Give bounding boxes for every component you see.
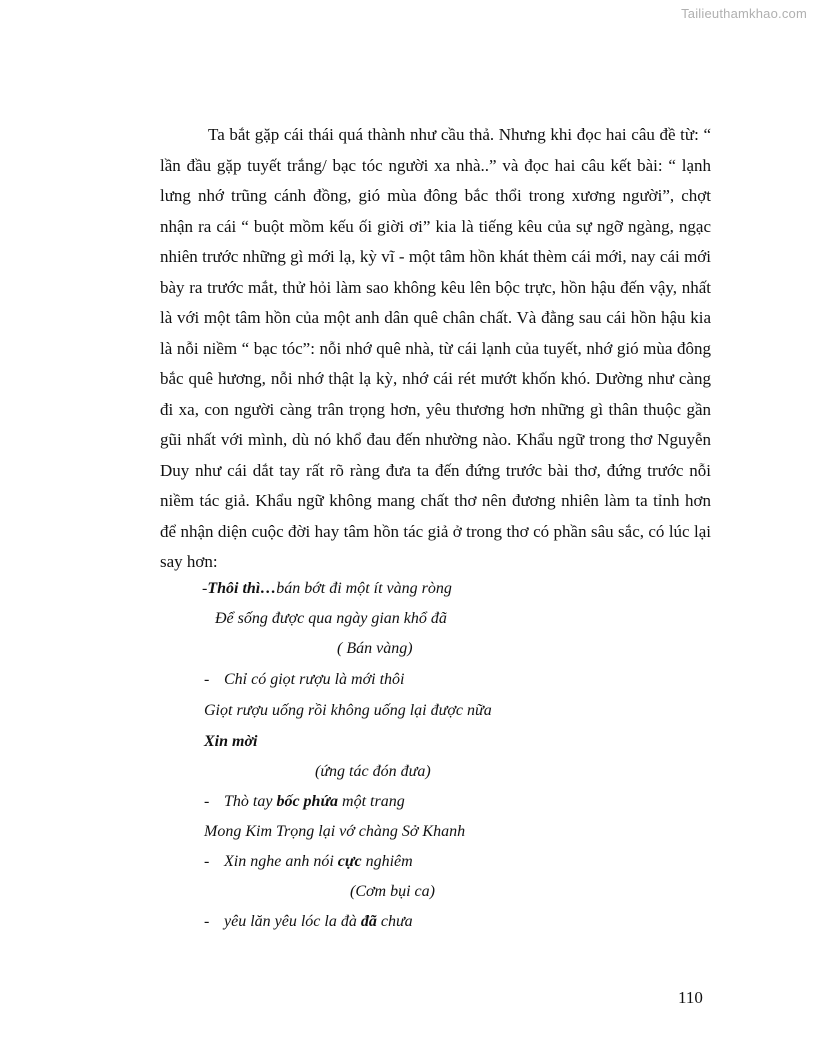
poem-text: Chỉ có giọt rượu là mới thôi [224, 671, 405, 688]
poem-line-8 [204, 793, 405, 811]
poem-line-2: Để sống được qua ngày gian khổ đã [215, 610, 447, 627]
poem-line-4 [204, 671, 404, 689]
poem-dash: - [204, 853, 210, 870]
poem-source-com-bui-ca: (Cơm bụi ca) [350, 883, 435, 900]
watermark-text: Tailieuthamkhao.com [681, 6, 807, 21]
poem-text: nghiêm [365, 853, 413, 870]
poem-source-ban-vang: ( Bán vàng) [337, 640, 413, 657]
poem-line-6: Xin mời [204, 733, 258, 750]
poem-line-5: Giọt rượu uống rồi không uống lại được nữa [204, 702, 492, 719]
poem-dash: - [202, 580, 208, 597]
poem-source-ung-tac-don-dua: (ứng tác đón đưa) [315, 763, 431, 780]
poem-bold-phrase: bốc phứa [276, 793, 339, 810]
poem-text: yêu lăn yêu lóc la đà [224, 913, 357, 930]
poem-bold-phrase: đã [360, 913, 377, 930]
poem-bold-phrase: cực [337, 853, 362, 870]
poem-line-12 [204, 913, 413, 931]
poem-text: một trang [342, 793, 405, 810]
poem-dash: - [204, 671, 210, 688]
poem-text: bán bớt đi một ít vàng ròng [276, 580, 452, 597]
poem-bold-phrase: Thôi thì… [207, 580, 277, 597]
poem-text: Xin nghe anh nói [224, 853, 334, 870]
poem-text: Thò tay [224, 793, 273, 810]
main-content [160, 120, 711, 578]
poem-line-10 [204, 853, 413, 871]
poem-text: chưa [380, 913, 413, 930]
poem-line-9: Mong Kim Trọng lại vớ chàng Sở Khanh [204, 823, 466, 840]
poem-dash: - [204, 913, 210, 930]
poem-line-1 [202, 580, 452, 598]
body-paragraph: Ta bắt gặp cái thái quá thành như cầu thả. Nhưng khi đọc hai câu đề từ: “ lần đầu gặp tuyết trắng/ bạc tóc người xa nhà..” và đọc hai câu kết bài: “ lạnh lưng nhớ trũng cánh đồng, gió mùa đông bắc thổi trong xương người”, chợt nhận ra cái “ buột mồm kếu ối giời ơi” kia là tiếng kêu của sự ngỡ ngàng, ngạc nhiên trước những gì mới lạ, kỳ vĩ - một tâm hồn khát thèm cái mới, nay cái mới bày ra trước mắt, thử hỏi làm sao không kêu lên bộc trực, hồn hậu đến vậy, nhất là với một tâm hồn của một anh dân quê chân chất. Và đằng sau cái hồn hậu kia là nỗi niềm “ bạc tóc”: nỗi nhớ quê nhà, từ cái lạnh của tuyết, nhớ gió mùa đông bắc quê hương, nỗi nhớ thật lạ kỳ, nhớ cái rét mướt khốn khó. Dường như càng đi xa, con người càng trân trọng hơn, yêu thương hơn những gì thân thuộc gần gũi nhất với mình, dù nó khổ đau đến nhường nào. Khẩu ngữ trong thơ Nguyễn Duy như cái dắt tay rất rõ ràng đưa ta đến đứng trước bài thơ, đứng trước nỗi niềm tác giả. Khẩu ngữ không mang chất thơ nên đương nhiên làm ta tỉnh hơn để nhận diện cuộc đời hay tâm hồn tác giả ở trong thơ có phần sâu sắc, có lúc lại say hơn: [160, 125, 711, 571]
poem-dash: - [204, 793, 210, 810]
page-number: 110 [678, 988, 703, 1007]
